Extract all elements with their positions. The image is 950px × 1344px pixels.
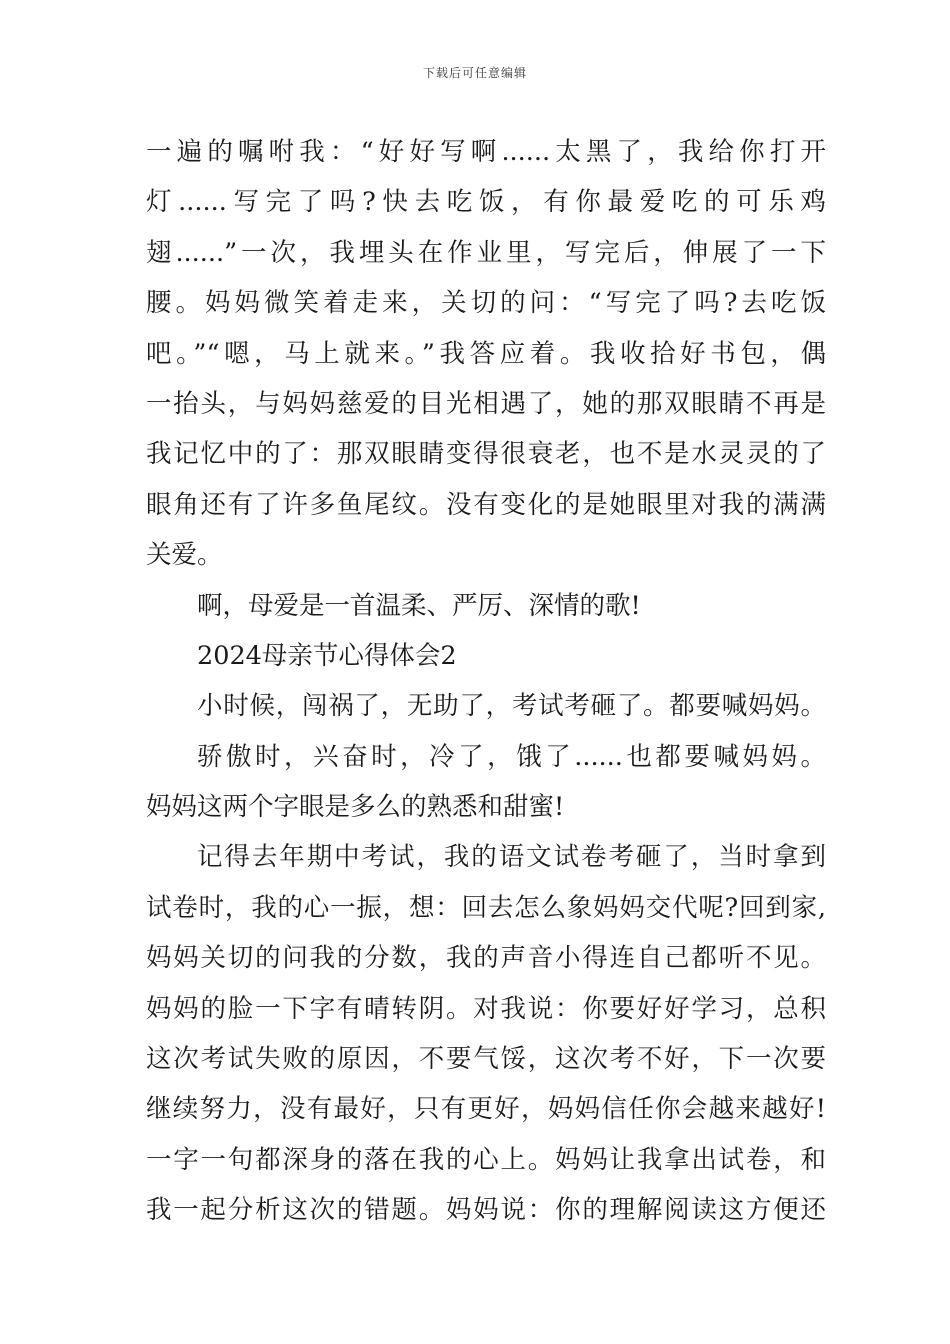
text-line: 腰。妈妈微笑着走来，关切的问：“写完了吗?去吃饭: [146, 288, 826, 319]
text-line: 这次考试失败的原因，不要气馁，这次考不好，下一次要: [146, 1044, 826, 1075]
text-line: 记得去年期中考试，我的语文试卷考砸了，当时拿到: [197, 842, 826, 873]
text-line: 我一起分析这次的错题。妈妈说：你的理解阅读这方便还: [146, 1195, 826, 1226]
text-line: 眼角还有了许多鱼尾纹。没有变化的是她眼里对我的满满: [146, 489, 826, 520]
text-line: 关爱。: [146, 540, 223, 571]
text-line: 灯......写完了吗?快去吃饭，有你最爱吃的可乐鸡: [146, 187, 826, 218]
text-line: 啊，母爱是一首温柔、严厉、深情的歌!: [197, 590, 641, 621]
text-line: 试卷时，我的心一振，想：回去怎么象妈妈交代呢?回到家,: [146, 892, 826, 923]
text-line: 2024母亲节心得体会2: [197, 640, 457, 671]
text-line: 我记忆中的了：那双眼睛变得很衰老，也不是水灵灵的了: [146, 439, 826, 470]
text-line: 一字一句都深身的落在我的心上。妈妈让我拿出试卷，和: [146, 1144, 826, 1175]
text-line: 妈妈的脸一下字有晴转阴。对我说：你要好好学习，总积: [146, 993, 826, 1024]
page-header: 下载后可任意编辑: [422, 66, 527, 80]
text-line: 一抬头，与妈妈慈爱的目光相遇了，她的那双眼睛不再是: [146, 388, 826, 419]
text-line: 小时候，闯祸了，无助了，考试考砸了。都要喊妈妈。: [197, 691, 826, 722]
text-line: 吧。”“嗯，马上就来。”我答应着。我收拾好书包，偶: [146, 338, 826, 369]
text-line: 妈妈这两个字眼是多么的熟悉和甜蜜!: [146, 792, 565, 823]
text-line: 继续努力，没有最好，只有更好，妈妈信任你会越来越好!: [146, 1094, 826, 1125]
text-line: 一遍的嘱咐我：“好好写啊......太黑了，我给你打开: [146, 137, 826, 167]
text-line: 骄傲时，兴奋时，冷了，饿了......也都要喊妈妈。: [197, 741, 826, 772]
text-line: 翅......”一次，我埋头在作业里，写完后，伸展了一下: [146, 237, 826, 268]
text-line: 妈妈关切的问我的分数，我的声音小得连自己都听不见。: [146, 943, 826, 974]
document-body: [146, 127, 826, 1236]
